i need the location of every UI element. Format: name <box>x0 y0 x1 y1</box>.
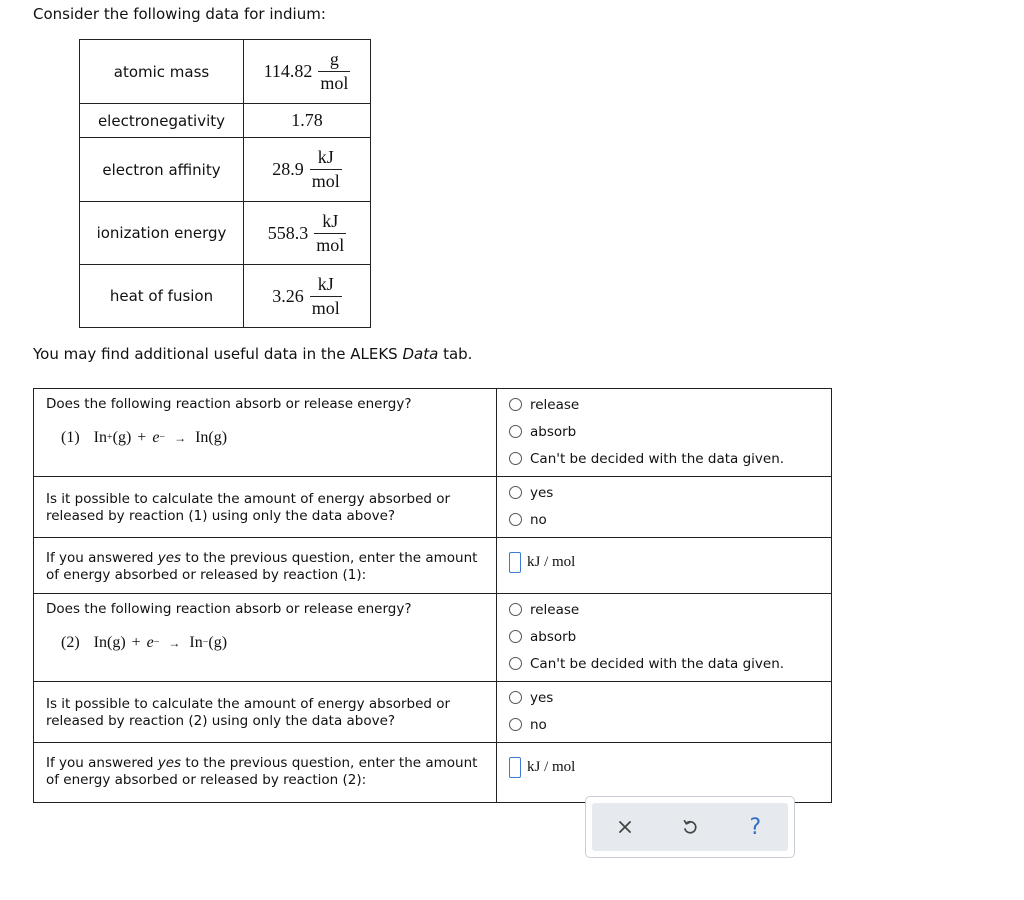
radio-no-1[interactable]: no <box>509 506 819 533</box>
question-table <box>33 388 832 803</box>
reaction-equation-1: (1) In + (g) + e − → In (g) <box>61 429 228 446</box>
question-row <box>34 538 832 594</box>
property-value: 558.3 <box>267 222 309 243</box>
reaction-number: (1) <box>61 429 80 446</box>
indium-data-table <box>79 39 371 328</box>
table-row <box>80 265 371 328</box>
radio-button-icon[interactable] <box>509 603 522 616</box>
property-value-cell <box>244 202 371 265</box>
radio-button-icon[interactable] <box>509 398 522 411</box>
unit-denominator: mol <box>320 73 349 93</box>
property-value: 3.26 <box>272 285 304 306</box>
data-tab-note: You may find additional useful data in the ALEKS Data tab. <box>33 345 473 363</box>
radio-absorb-1[interactable]: absorb <box>509 418 819 445</box>
arrow-icon: → <box>168 636 181 650</box>
unit-numerator: kJ <box>322 210 339 231</box>
help-button[interactable]: ? <box>749 814 762 840</box>
question-row <box>34 682 832 743</box>
unit-label: kJ / mol <box>527 554 576 570</box>
unit-numerator: kJ <box>317 147 334 168</box>
question-text: Does the following reaction absorb or release energy? <box>46 601 412 617</box>
question-text: Does the following reaction absorb or release energy? <box>46 396 412 412</box>
radio-button-icon[interactable] <box>509 513 522 526</box>
unit-fraction <box>310 148 342 191</box>
radio-button-icon[interactable] <box>509 486 522 499</box>
question-row <box>34 743 832 803</box>
question-text: Is it possible to calculate the amount of energy absorbed or released by reaction (2) using only the data above? <box>46 696 451 729</box>
property-label: heat of fusion <box>80 265 244 328</box>
close-icon <box>617 819 633 835</box>
energy-input-1[interactable] <box>509 552 521 573</box>
property-label: electronegativity <box>80 104 244 138</box>
unit-fraction <box>314 212 346 255</box>
question-cell <box>34 682 497 743</box>
answer-cell <box>497 743 832 803</box>
answer-cell <box>497 538 832 594</box>
property-value: 28.9 <box>272 159 304 179</box>
unit-label: kJ / mol <box>527 759 576 775</box>
property-label: electron affinity <box>80 138 244 202</box>
unit-fraction <box>310 275 342 318</box>
reaction-equation-2: (2) In (g) + e − → In − (g) <box>61 634 228 651</box>
table-row <box>80 40 371 104</box>
clear-button[interactable] <box>607 809 643 845</box>
radio-button-icon[interactable] <box>509 425 522 438</box>
radio-cant-decide-2[interactable]: Can't be decided with the data given. <box>509 650 819 677</box>
answer-cell <box>497 477 832 538</box>
undo-button[interactable] <box>672 809 708 845</box>
answer-cell <box>497 389 832 477</box>
radio-button-icon[interactable] <box>509 452 522 465</box>
radio-release-2[interactable]: release <box>509 596 819 623</box>
property-value-cell <box>244 40 371 104</box>
question-cell <box>34 538 497 594</box>
radio-no-2[interactable]: no <box>509 711 819 738</box>
question-row <box>34 477 832 538</box>
undo-icon <box>681 818 699 836</box>
property-value-cell <box>244 265 371 328</box>
property-value: 1.78 <box>291 110 323 130</box>
question-text: If you answered yes to the previous question, enter the amount of energy absorbed or released by reaction (1): <box>46 550 478 583</box>
question-row <box>34 594 832 682</box>
radio-button-icon[interactable] <box>509 691 522 704</box>
radio-button-icon[interactable] <box>509 718 522 731</box>
question-text: If you answered yes to the previous question, enter the amount of energy absorbed or released by reaction (2): <box>46 755 478 788</box>
radio-button-icon[interactable] <box>509 630 522 643</box>
property-label: ionization energy <box>80 202 244 265</box>
table-row <box>80 138 371 202</box>
question-cell <box>34 594 497 682</box>
question-row <box>34 389 832 477</box>
radio-absorb-2[interactable]: absorb <box>509 623 819 650</box>
unit-numerator: g <box>329 49 339 70</box>
radio-yes-1[interactable]: yes <box>509 479 819 506</box>
table-row <box>80 104 371 138</box>
property-value: 114.82 <box>263 61 313 81</box>
unit-denominator: mol <box>316 234 345 255</box>
unit-numerator: kJ <box>317 273 334 294</box>
unit-fraction <box>318 50 350 93</box>
question-cell <box>34 477 497 538</box>
reaction-number: (2) <box>61 634 80 651</box>
answer-cell <box>497 594 832 682</box>
radio-yes-2[interactable]: yes <box>509 684 819 711</box>
table-row <box>80 202 371 265</box>
answer-cell <box>497 682 832 743</box>
radio-release-1[interactable]: release <box>509 391 819 418</box>
question-cell <box>34 743 497 803</box>
unit-denominator: mol <box>311 297 340 318</box>
property-value-cell <box>244 104 371 138</box>
answer-toolbar <box>585 796 795 858</box>
intro-text: Consider the following data for indium: <box>33 5 326 23</box>
arrow-icon: → <box>174 431 187 445</box>
data-tab-name: Data <box>402 345 439 363</box>
energy-input-2[interactable] <box>509 757 521 778</box>
property-label: atomic mass <box>80 40 244 104</box>
radio-cant-decide-1[interactable]: Can't be decided with the data given. <box>509 445 819 472</box>
unit-denominator: mol <box>311 171 340 191</box>
radio-button-icon[interactable] <box>509 657 522 670</box>
property-value-cell <box>244 138 371 202</box>
question-cell <box>34 389 497 477</box>
question-text: Is it possible to calculate the amount of energy absorbed or released by reaction (1) using only the data above? <box>46 491 451 524</box>
